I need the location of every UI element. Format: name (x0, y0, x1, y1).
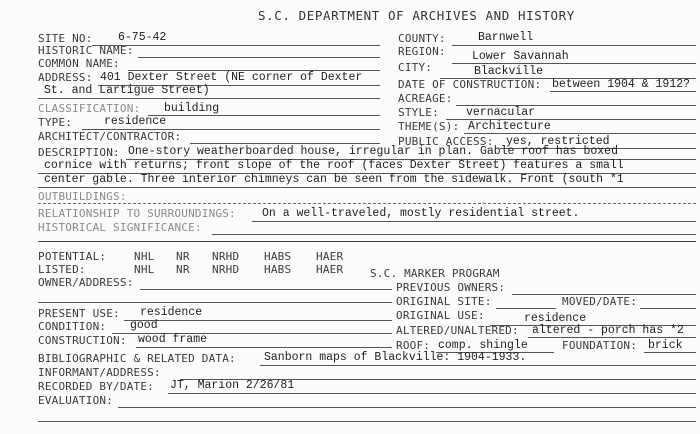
style-value: vernacular (466, 106, 536, 119)
classification-value: building (164, 102, 220, 115)
evaluation-rule-2 (38, 421, 696, 422)
date-of-construction-label: DATE OF CONSTRUCTION: (398, 78, 542, 91)
bibliography-value: Sanborn maps of Blackville: 1904-1933. (264, 351, 527, 364)
common-name-label: COMMON NAME: (38, 57, 120, 70)
region-value: Lower Savannah (472, 50, 569, 63)
architect-rule (190, 143, 380, 144)
construction-value: wood frame (138, 333, 208, 346)
bibliography-rule (260, 365, 696, 366)
present-use-value: residence (140, 306, 203, 319)
original-use-value: residence (524, 312, 587, 325)
date-rule (550, 91, 696, 92)
construction-label: CONSTRUCTION: (38, 334, 127, 347)
owner-rule (140, 289, 392, 290)
potential-nr: NR (176, 250, 190, 263)
address-rule-2 (38, 98, 380, 99)
recorded-by-rule (168, 393, 696, 394)
address-line-1: 401 Dexter Street (NE corner of Dexter (100, 71, 363, 84)
potential-label: POTENTIAL: (38, 250, 107, 263)
condition-label: CONDITION: (38, 320, 107, 333)
themes-rule (464, 133, 696, 134)
relationship-value: On a well-traveled, mostly residential street. (262, 207, 580, 220)
original-use-label: ORIGINAL USE: (396, 309, 485, 322)
owner-rule-2 (38, 302, 392, 303)
evaluation-rule (118, 407, 696, 408)
relationship-label: RELATIONSHIP TO SURROUNDINGS: (38, 207, 236, 220)
architect-label: ARCHITECT/CONTRACTOR: (38, 130, 182, 143)
owner-label: OWNER/ADDRESS: (38, 276, 134, 289)
site-no-rule (92, 45, 380, 46)
classification-rule (148, 115, 380, 116)
significance-label: HISTORICAL SIGNIFICANCE: (38, 221, 202, 234)
public-access-label: PUBLIC ACCESS: (398, 135, 494, 148)
county-value: Barnwell (478, 31, 534, 44)
listed-haer: HAER (316, 263, 344, 276)
address-label: ADDRESS: (38, 71, 93, 84)
city-value: Blackville (474, 65, 544, 78)
present-use-rule (124, 320, 392, 321)
type-value: residence (104, 115, 167, 128)
description-line-2: cornice with returns; front slope of the roof (faces Dexter Street) features a small (44, 159, 624, 172)
public-access-value: yes, restricted (506, 135, 610, 148)
type-label: TYPE: (38, 116, 73, 129)
style-label: STYLE: (398, 106, 439, 119)
description-line-1: One-story weatherboarded house, irregular in plan. Gable roof has boxed (128, 145, 618, 158)
condition-value: good (130, 319, 158, 332)
bibliography-label: BIBLIOGRAPHIC & RELATED DATA: (38, 352, 236, 365)
site-no-label: SITE NO: (38, 32, 93, 45)
foundation-label: FOUNDATION: (562, 339, 638, 352)
moved-date-rule (640, 308, 696, 309)
potential-habs: HABS (264, 250, 292, 263)
original-site-rule (496, 308, 556, 309)
region-label: REGION: (398, 45, 446, 58)
significance-rule (212, 234, 696, 235)
altered-rule (528, 337, 696, 338)
description-line-3: center gable. Three interior chimneys can be seen from the sidewalk. Front (south *1 (44, 173, 624, 186)
potential-haer: HAER (316, 250, 344, 263)
listed-habs: HABS (264, 263, 292, 276)
county-label: COUNTY: (398, 32, 446, 45)
historic-name-label: HISTORIC NAME: (38, 44, 134, 57)
marker-program-label: S.C. MARKER PROGRAM (370, 267, 500, 280)
original-site-label: ORIGINAL SITE: (396, 295, 492, 308)
listed-label: LISTED: (38, 263, 86, 276)
section-divider (38, 241, 696, 242)
potential-nrhd: NRHD (212, 250, 240, 263)
region-rule (452, 63, 696, 64)
card-header: S.C. DEPARTMENT OF ARCHIVES AND HISTORY (258, 8, 575, 23)
date-of-construction-value: between 1904 & 1912? (552, 78, 691, 91)
recorded-by-value: JT, Marion 2/26/81 (170, 379, 295, 392)
listed-nr: NR (176, 263, 190, 276)
site-no-value: 6-75-42 (118, 31, 167, 44)
evaluation-label: EVALUATION: (38, 394, 114, 407)
roof-value: comp. shingle (438, 339, 528, 352)
construction-rule (136, 347, 392, 348)
description-rule-3 (38, 187, 696, 188)
city-label: CITY: (398, 61, 433, 74)
recorded-by-label: RECORDED BY/DATE: (38, 380, 154, 393)
previous-owners-label: PREVIOUS OWNERS: (396, 281, 506, 294)
moved-date-label: MOVED/DATE: (562, 295, 638, 308)
present-use-label: PRESENT USE: (38, 307, 120, 320)
foundation-value: brick (648, 339, 683, 352)
listed-nrhd: NRHD (212, 263, 240, 276)
altered-label: ALTERED/UNALTERED: (396, 324, 519, 337)
outbuildings-label: OUTBUILDINGS: (38, 190, 127, 203)
relationship-rule (252, 221, 696, 222)
address-line-2: St. and Lartigue Street) (44, 84, 210, 97)
roof-label: ROOF: (396, 339, 431, 352)
classification-label: CLASSIFICATION: (38, 102, 141, 115)
themes-label: THEME(S): (398, 120, 460, 133)
acreage-label: ACREAGE: (398, 92, 453, 105)
potential-nhl: NHL (134, 250, 155, 263)
informant-label: INFORMANT/ADDRESS: (38, 366, 161, 379)
foundation-rule (644, 352, 696, 353)
altered-value: altered - porch has *2 (532, 324, 684, 337)
listed-nhl: NHL (134, 263, 155, 276)
outbuildings-rule (38, 203, 696, 204)
county-rule (452, 45, 696, 46)
description-label: DESCRIPTION: (38, 146, 120, 159)
themes-value: Architecture (468, 120, 551, 133)
historic-name-rule (138, 57, 380, 58)
